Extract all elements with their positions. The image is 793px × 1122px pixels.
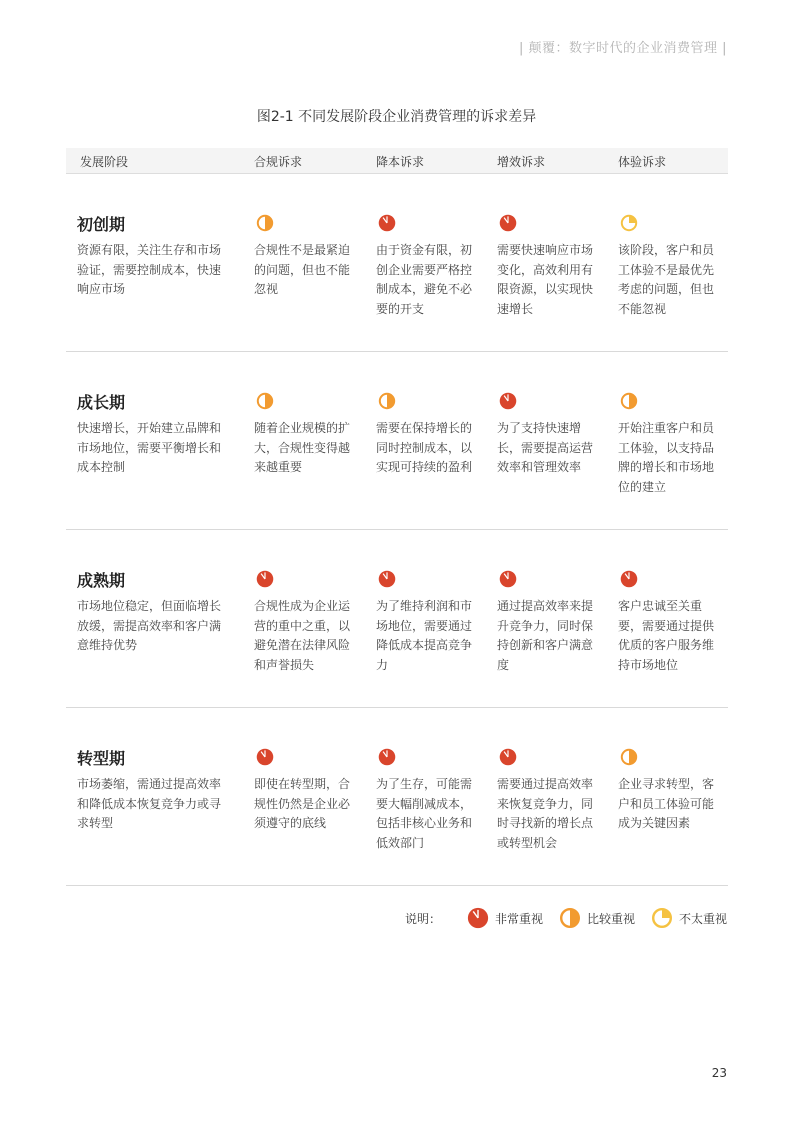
- col-header-compliance: 合规诉求: [254, 155, 303, 169]
- experience-level-icon: [620, 748, 638, 766]
- stage-row-startup: [66, 174, 728, 352]
- compliance-text: 即使在转型期，合规性仍然是企业必须遵守的底线: [254, 777, 351, 830]
- cost-level-icon: [378, 214, 396, 232]
- legend-item-fairly-important: [559, 907, 635, 929]
- col-header-experience: 体验诉求: [618, 155, 667, 169]
- legend-item-very-important: [467, 907, 543, 929]
- compliance-level-icon: [256, 748, 274, 766]
- efficiency-text: 为了支持快速增长，需要提高运营效率和管理效率: [497, 421, 594, 474]
- cost-text: 由于资金有限，初创企业需要严格控制成本，避免不必要的开支: [376, 243, 473, 316]
- table-header: [66, 148, 728, 174]
- legend-text: 非常重视: [494, 911, 543, 926]
- experience-level-icon: [620, 214, 638, 232]
- experience-text: 该阶段，客户和员工体验不是最优先考虑的问题，但也不能忽视: [618, 243, 715, 316]
- efficiency-text: 需要快速响应市场变化，高效利用有限资源，以实现快速增长: [497, 243, 594, 316]
- fairly-important-icon: [559, 907, 581, 929]
- efficiency-level-icon: [499, 748, 517, 766]
- cost-text: 为了生存，可能需要大幅削减成本，包括非核心业务和低效部门: [376, 777, 473, 850]
- legend-text: 比较重视: [586, 911, 635, 926]
- stage-row-growth: [66, 352, 728, 530]
- legend: [405, 906, 727, 930]
- efficiency-level-icon: [499, 392, 517, 410]
- compliance-level-icon: [256, 392, 274, 410]
- experience-level-icon: [620, 392, 638, 410]
- col-header-cost: 降本诉求: [376, 155, 425, 169]
- efficiency-text: 需要通过提高效率来恢复竞争力，同时寻找新的增长点或转型机会: [497, 777, 594, 850]
- compliance-text: 合规性不是最紧迫的问题，但也不能忽视: [254, 243, 351, 296]
- less-important-icon: [651, 907, 673, 929]
- compliance-text: 随着企业规模的扩大，合规性变得越来越重要: [254, 421, 351, 474]
- stage-description: 资源有限，关注生存和市场验证，需要控制成本，快速响应市场: [77, 243, 222, 296]
- stage-description: 市场萎缩，需通过提高效率和降低成本恢复竞争力或寻求转型: [77, 777, 222, 830]
- legend-text: 不太重视: [678, 911, 727, 926]
- efficiency-level-icon: [499, 214, 517, 232]
- efficiency-text: 通过提高效率来提升竞争力，同时保持创新和客户满意度: [497, 599, 594, 672]
- running-header: | 颠覆：数字时代的企业消费管理 |: [518, 41, 727, 56]
- cost-text: 为了维持利润和市场地位，需要通过降低成本提高竞争力: [376, 599, 473, 672]
- compliance-level-icon: [256, 214, 274, 232]
- cost-text: 需要在保持增长的同时控制成本，以实现可持续的盈利: [376, 421, 473, 474]
- comparison-table: [66, 148, 728, 886]
- legend-item-less-important: [651, 907, 727, 929]
- experience-text: 客户忠诚至关重要，需要通过提供优质的客户服务维持市场地位: [618, 599, 715, 672]
- experience-text: 企业寻求转型，客户和员工体验可能成为关键因素: [618, 777, 715, 830]
- figure-title: 图2-1 不同发展阶段企业消费管理的诉求差异: [256, 109, 537, 125]
- cost-level-icon: [378, 748, 396, 766]
- stage-title: 成长期: [77, 393, 126, 412]
- compliance-level-icon: [256, 570, 274, 588]
- compliance-text: 合规性成为企业运营的重中之重，以避免潜在法律风险和声誉损失: [254, 599, 351, 672]
- stage-row-mature: [66, 530, 728, 708]
- page-number: 23: [711, 1066, 727, 1080]
- cost-level-icon: [378, 392, 396, 410]
- stage-title: 成熟期: [77, 571, 126, 590]
- stage-description: 快速增长，开始建立品牌和市场地位，需要平衡增长和成本控制: [77, 421, 222, 474]
- col-header-efficiency: 增效诉求: [497, 155, 546, 169]
- cost-level-icon: [378, 570, 396, 588]
- experience-text: 开始注重客户和员工体验，以支持品牌的增长和市场地位的建立: [618, 421, 715, 494]
- experience-level-icon: [620, 570, 638, 588]
- stage-title: 初创期: [77, 215, 126, 234]
- col-header-stage: 发展阶段: [80, 155, 129, 169]
- stage-description: 市场地位稳定，但面临增长放缓，需提高效率和客户满意维持优势: [77, 599, 222, 652]
- very-important-icon: [467, 907, 489, 929]
- stage-title: 转型期: [77, 749, 126, 768]
- legend-label: 说明：: [404, 911, 441, 926]
- stage-row-transition: [66, 708, 728, 886]
- efficiency-level-icon: [499, 570, 517, 588]
